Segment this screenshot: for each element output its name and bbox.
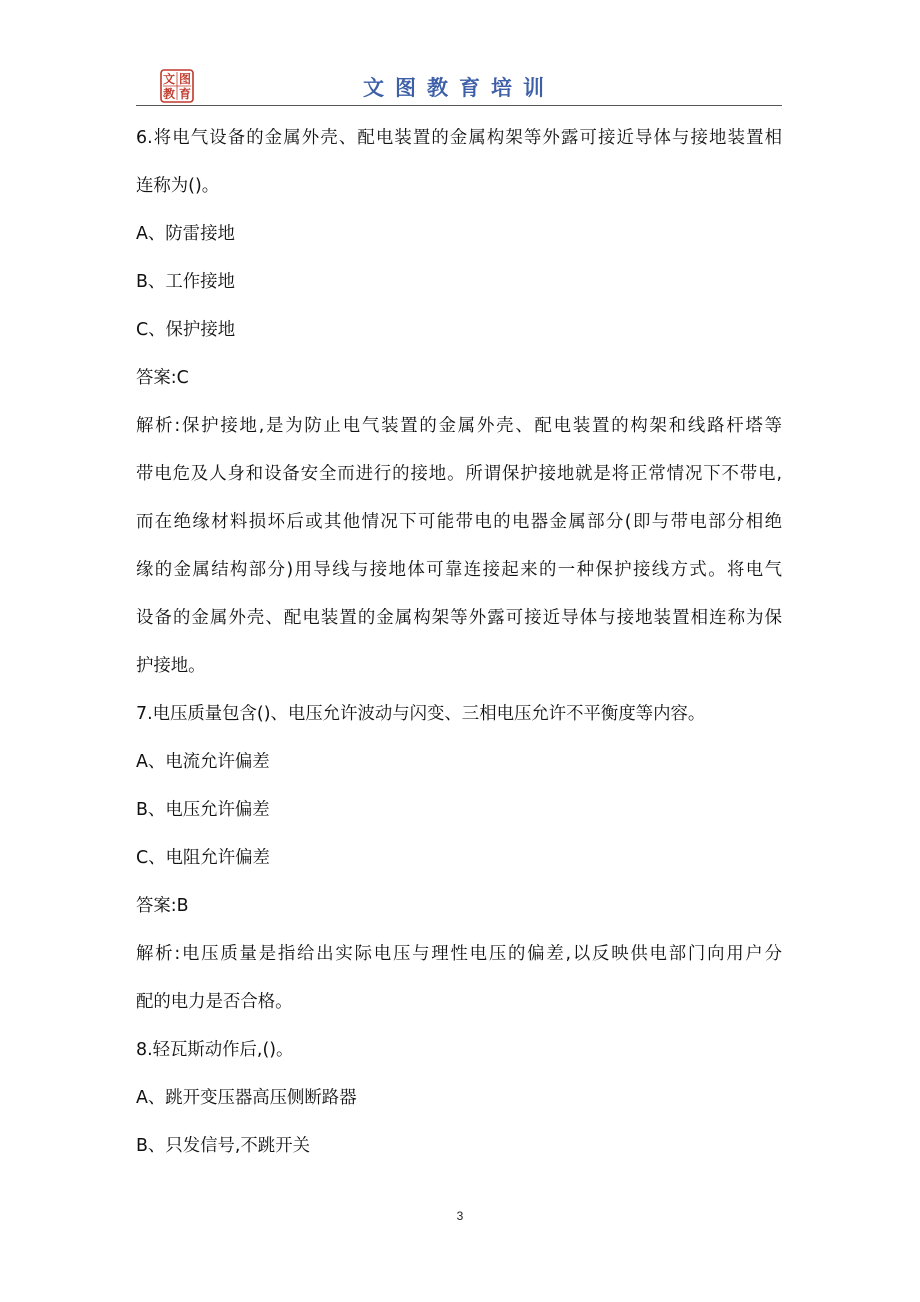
question-7-analysis-line-1: 解析:电压质量是指给出实际电压与理性电压的偏差,以反映供电部门向用户分 xyxy=(136,944,782,964)
question-6-analysis-line-5: 设备的金属外壳、配电装置的金属构架等外露可接近导体与接地装置相连称为保 xyxy=(136,608,782,628)
svg-text:图: 图 xyxy=(178,72,192,86)
question-6-answer: 答案:C xyxy=(136,368,189,388)
question-6-analysis-line-1: 解析:保护接地,是为防止电气装置的金属外壳、配电装置的构架和线路杆塔等 xyxy=(136,416,782,436)
question-6-option-c: C、保护接地 xyxy=(136,320,236,340)
question-7-stem-line-1: 7.电压质量包含()、电压允许波动与闪变、三相电压允许不平衡度等内容。 xyxy=(136,704,706,724)
question-8-stem-line-1: 8.轻瓦斯动作后,()。 xyxy=(136,1040,294,1060)
question-6-stem-line-1: 6.将电气设备的金属外壳、配电装置的金属构架等外露可接近导体与接地装置相 xyxy=(136,128,782,148)
question-6-analysis-line-3: 而在绝缘材料损坏后或其他情况下可能带电的电器金属部分(即与带电部分相绝 xyxy=(136,512,782,532)
svg-text:文: 文 xyxy=(162,72,176,86)
header-divider xyxy=(136,105,782,106)
question-8-option-b: B、只发信号,不跳开关 xyxy=(136,1136,310,1156)
svg-text:育: 育 xyxy=(178,87,192,101)
question-7-option-c: C、电阻允许偏差 xyxy=(136,848,270,868)
question-6-analysis-line-6: 护接地。 xyxy=(136,656,206,676)
question-7-option-b: B、电压允许偏差 xyxy=(136,800,270,820)
question-8-option-a: A、跳开变压器高压侧断路器 xyxy=(136,1088,357,1108)
question-6-analysis-line-2: 带电危及人身和设备安全而进行的接地。所谓保护接地就是将正常情况下不带电, xyxy=(136,464,782,484)
question-7-answer: 答案:B xyxy=(136,896,189,916)
question-6-stem-line-2: 连称为()。 xyxy=(136,176,220,196)
svg-text:教: 教 xyxy=(162,87,176,101)
question-6-option-a: A、防雷接地 xyxy=(136,224,235,244)
header-title: 文图教育培训 xyxy=(363,75,555,100)
question-7-option-a: A、电流允许偏差 xyxy=(136,752,270,772)
page-header xyxy=(136,66,782,106)
page-number: 3 xyxy=(456,1209,464,1223)
question-6-analysis-line-4: 缘的金属结构部分)用导线与接地体可靠连接起来的一种保护接线方式。将电气 xyxy=(136,560,782,580)
question-6-option-b: B、工作接地 xyxy=(136,272,235,292)
question-7-analysis-line-2: 配的电力是否合格。 xyxy=(136,992,293,1012)
